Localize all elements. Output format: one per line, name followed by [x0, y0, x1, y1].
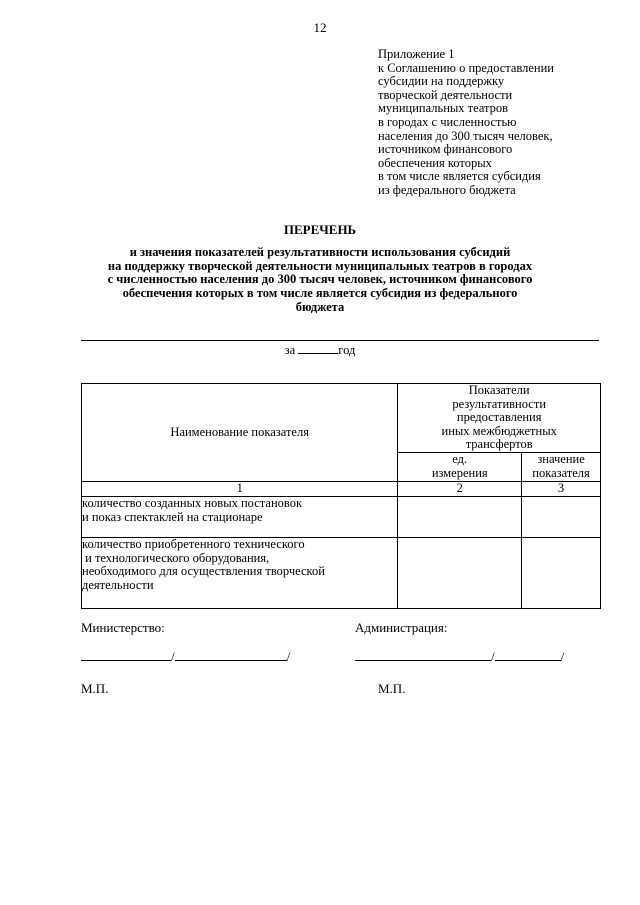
indicator-unit-cell	[398, 496, 522, 537]
document-subtitle	[60, 246, 580, 315]
header-indicator-group	[398, 384, 601, 453]
administration-signature-line	[355, 648, 564, 665]
signature-separator: /	[491, 649, 495, 664]
unit-header-line: измерения	[431, 465, 488, 480]
divider-line	[81, 340, 599, 341]
group-header-line: Показатели	[468, 383, 530, 397]
indicator-name-line: необходимого для осуществления творческой	[82, 564, 325, 579]
column-number: 3	[522, 481, 601, 496]
signature-blank	[81, 648, 171, 661]
subtitle-line: с численностью населения до 300 тысяч человек, источником финансового	[107, 272, 533, 287]
group-header-line: предоставления	[456, 410, 542, 425]
appendix-line: из федерального бюджета	[378, 182, 516, 197]
table-header-row	[82, 384, 601, 453]
indicator-name-cell	[82, 496, 398, 537]
group-header-line: иных межбюджетных	[441, 423, 557, 438]
appendix-line: субсидии на поддержку	[378, 74, 505, 89]
period-suffix: год	[338, 343, 356, 357]
appendix-line: творческой деятельности	[378, 87, 513, 102]
unit-header-line: ед.	[452, 451, 468, 466]
appendix-note	[378, 48, 618, 198]
indicator-name-cell	[82, 537, 398, 608]
value-header-line: значение	[537, 451, 585, 466]
header-value	[522, 452, 601, 481]
table-row	[82, 537, 601, 608]
subtitle-line: обеспечения которых в том числе является субсидия из федерального	[122, 286, 518, 301]
administration-label: Администрация:	[355, 620, 448, 635]
table-row	[82, 496, 601, 537]
indicator-value-cell	[522, 496, 601, 537]
header-unit	[398, 452, 522, 481]
name-blank	[495, 648, 561, 661]
year-blank	[298, 342, 338, 354]
value-header-line: показателя	[532, 465, 590, 480]
indicator-unit-cell	[398, 537, 522, 608]
appendix-line: муниципальных театров	[378, 101, 509, 116]
subtitle-line: и значения показателей результативности использования субсидий	[129, 245, 511, 259]
indicator-name-line: количество созданных новых постановок	[82, 495, 303, 510]
appendix-line: в том числе является субсидия	[378, 169, 541, 184]
header-indicator-name	[82, 384, 398, 482]
signature-separator: /	[286, 649, 291, 664]
indicators-table	[81, 383, 601, 609]
group-header-line: трансфертов	[465, 437, 533, 452]
appendix-line: населения до 300 тысяч человек,	[378, 128, 553, 143]
column-number: 2	[398, 481, 522, 496]
appendix-line: к Соглашению о предоставлении	[378, 60, 555, 75]
column-number-row	[82, 481, 601, 496]
administration-stamp-place: М.П.	[378, 681, 406, 696]
signature-separator: /	[560, 649, 565, 664]
indicator-name-line: и технологического оборудования,	[82, 550, 270, 565]
document-title: ПЕРЕЧЕНЬ	[283, 222, 357, 237]
indicator-name-line: количество приобретенного технического	[82, 536, 305, 551]
ministry-stamp-place: М.П.	[81, 681, 109, 696]
indicator-value-cell	[522, 537, 601, 608]
appendix-line: источником финансового	[378, 142, 513, 157]
group-header-line: результативности	[452, 396, 547, 411]
name-blank	[175, 648, 287, 661]
appendix-line: обеспечения которых	[378, 155, 492, 170]
appendix-line: Приложение 1	[378, 47, 455, 61]
page-number: 12	[313, 20, 327, 35]
indicator-name-line: и показ спектаклей на стационаре	[82, 509, 263, 524]
ministry-signature-line	[81, 648, 290, 665]
signature-separator: /	[171, 649, 175, 664]
period-line	[0, 342, 640, 358]
subtitle-line: бюджета	[295, 299, 345, 314]
subtitle-line: на поддержку творческой деятельности муниципальных театров в городах	[107, 258, 533, 273]
period-prefix: за	[284, 343, 296, 357]
appendix-line: в городах с численностью	[378, 114, 517, 129]
indicator-name-line: деятельности	[82, 577, 154, 592]
column-number: 1	[82, 481, 398, 496]
header-indicator-name-text: Наименование показателя	[170, 424, 309, 439]
signature-blank	[355, 648, 491, 661]
ministry-label: Министерство:	[81, 620, 165, 635]
